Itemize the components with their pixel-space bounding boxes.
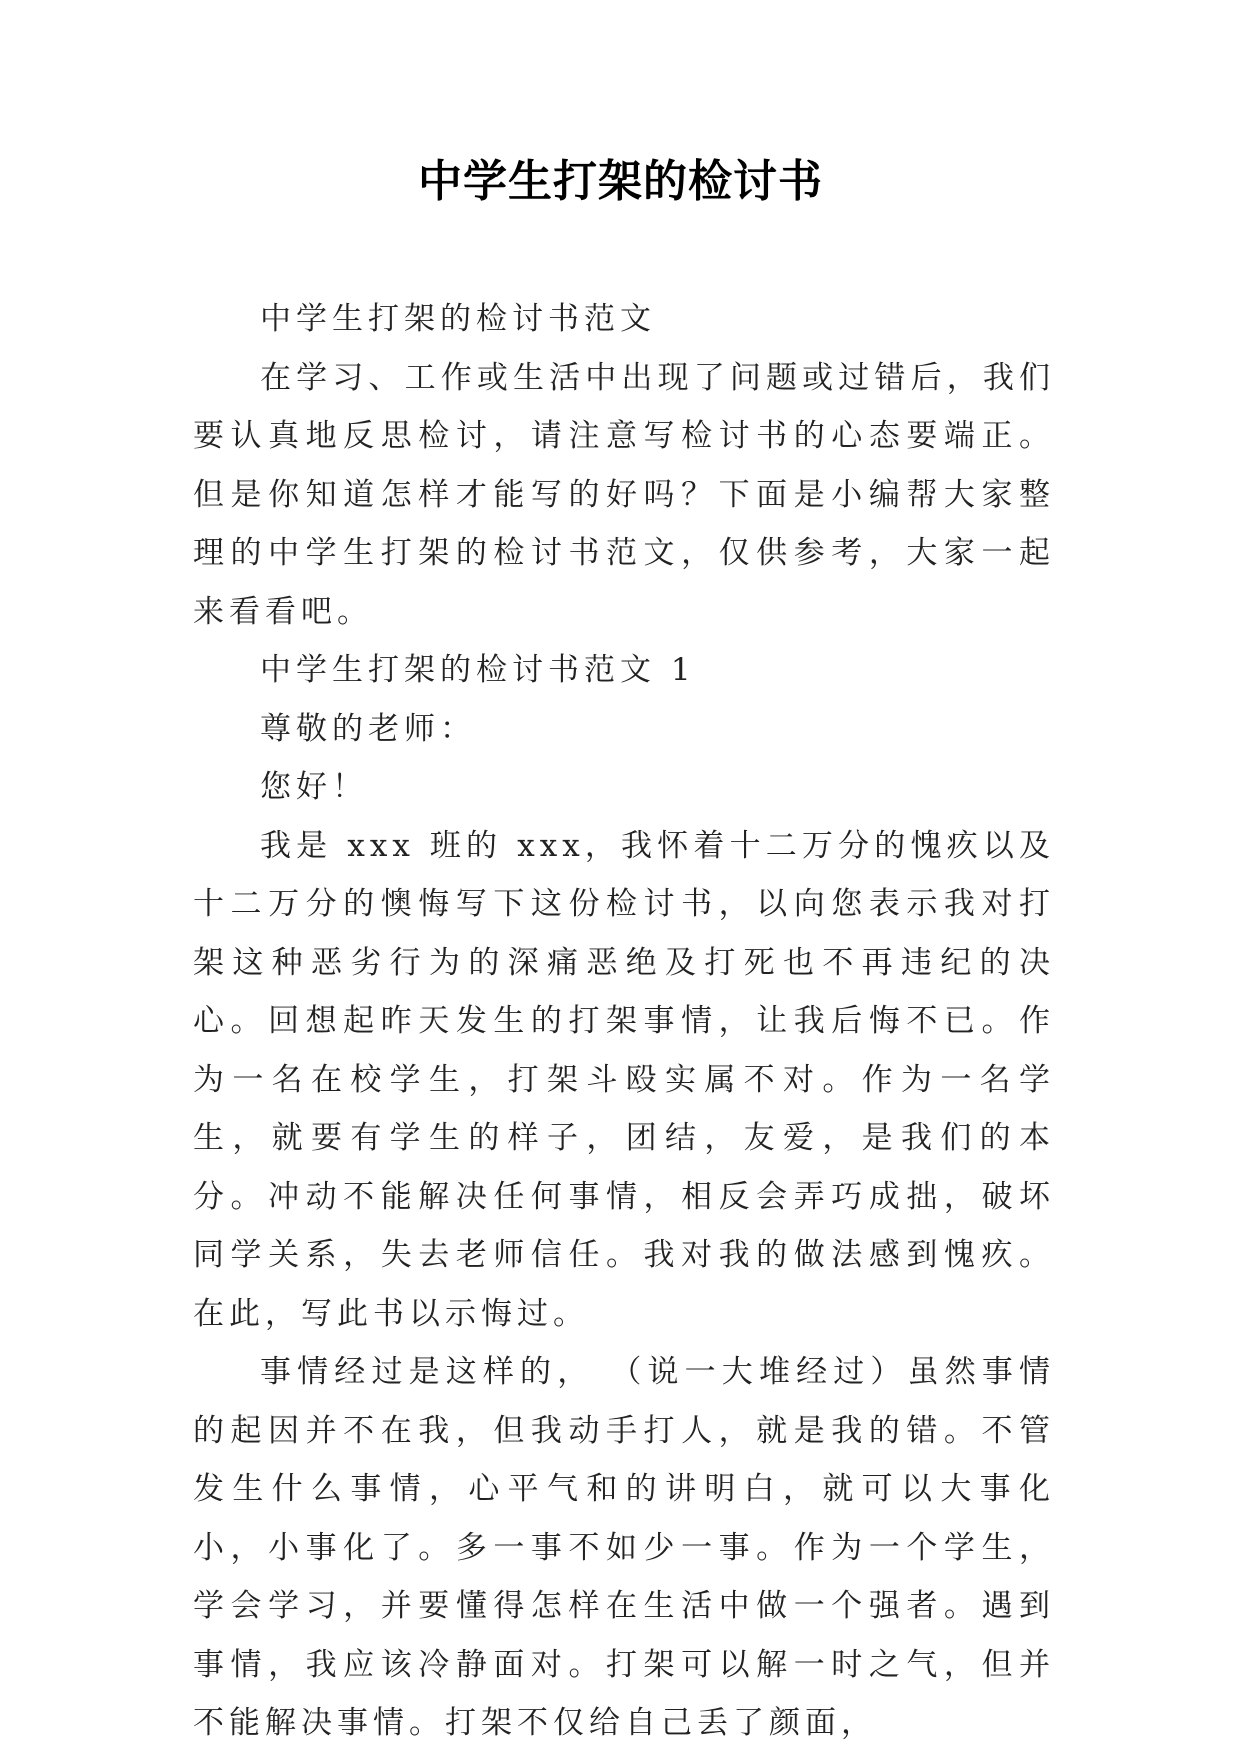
intro-paragraph: 在学习、工作或生活中出现了问题或过错后，我们要认真地反思检讨，请注意写检讨书的心态要端正。但是你知道怎样才能写的好吗？下面是小编帮大家整理的中学生打架的检讨书范文，仅供参考，大家一起来看看吧。 [193, 359, 1055, 630]
subtitle-paragraph: 中学生打架的检讨书范文 [260, 301, 656, 337]
greeting: 您好！ [260, 769, 368, 805]
sample-heading: 中学生打架的检讨书范文 1 [260, 652, 696, 688]
body-paragraph: 我是 xxx 班的 xxx，我怀着十二万分的愧疚以及十二万分的懊悔写下这份检讨书，以向您表示我对打架这种恶劣行为的深痛恶绝及打死也不再违纪的决心。回想起昨天发生的打架事情，让我后悔不已。作为一名在校学生，打架斗殴实属不对。作为一名学生，就要有学生的样子，团结，友爱，是我们的本分。冲动不能解决任何事情，相反会弄巧成拙，破坏同学关系，失去老师信任。我对我的做法感到愧疚。在此，写此书以示悔过。 [193, 827, 1055, 1332]
document-body [193, 290, 1055, 1753]
document-title: 中学生打架的检讨书 [418, 156, 823, 207]
salutation: 尊敬的老师： [260, 710, 476, 747]
body-paragraph: 事情经过是这样的， （说一大堆经过）虽然事情的起因并不在我，但我动手打人，就是我的错。不管发生什么事情，心平气和的讲明白，就可以大事化小，小事化了。多一事不如少一事。作为一个学生，学会学习，并要懂得怎样在生活中做一个强者。遇到事情，我应该冷静面对。打架可以解一时之气，但并不能解决事情。打架不仅给自己丢了颜面， [193, 1354, 1055, 1741]
